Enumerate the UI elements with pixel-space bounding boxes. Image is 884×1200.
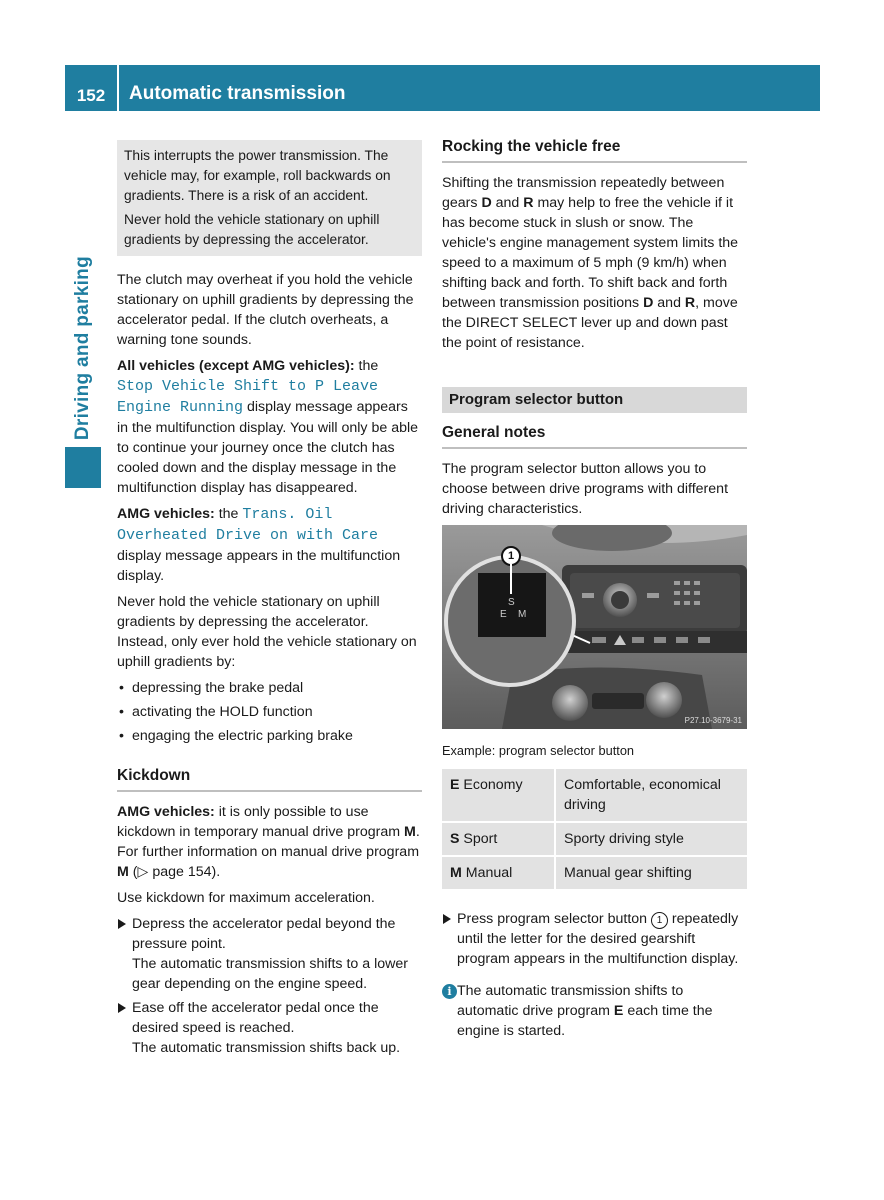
all-vehicles-label: All vehicles (except AMG vehicles):	[117, 358, 355, 374]
program-cell	[442, 769, 555, 822]
step-2-result: The automatic transmission shifts back up.	[132, 1040, 401, 1056]
program-steps	[442, 909, 747, 969]
kickdown-heading: Kickdown	[117, 766, 422, 792]
step-arrow-icon	[118, 1003, 126, 1013]
photo-reference-code: P27.10-3679-31	[684, 716, 742, 725]
warning-box	[117, 140, 422, 256]
photo-illustration	[442, 525, 747, 729]
list-item: • engaging the electric parking brake	[117, 726, 422, 746]
amg-rest: display message appears in the multifunction display.	[117, 548, 401, 584]
kickdown-text-2: . For further information on manual drive program	[117, 824, 420, 860]
left-column	[117, 140, 422, 1062]
kickdown-text-1: it is only possible to use kickdown in temporary manual drive program	[117, 804, 405, 840]
kickdown-use-text: Use kickdown for maximum acceleration.	[117, 890, 375, 906]
amg-label: AMG vehicles:	[117, 506, 215, 522]
rock-text-1: Shifting the transmission repeatedly between gears	[442, 175, 725, 211]
never-hold-text: Never hold the vehicle stationary on uphill gradients by depressing the accelerator. Instead, only ever hold the vehicle stationary on uphill gradients by:	[117, 594, 417, 670]
info-icon: i	[442, 984, 457, 999]
program-name: Economy	[459, 777, 523, 793]
table-row	[442, 822, 747, 856]
program-selector-heading: Program selector button	[442, 387, 747, 413]
header-divider	[117, 65, 119, 111]
all-vehicles-rest: display message appears in the multifunction display. You will only be able to continue your journey once the clutch has cooled down and the display message in the multifunction display has disappeared.	[117, 399, 419, 496]
kickdown-amg-paragraph	[117, 802, 422, 882]
program-name: Manual	[461, 865, 513, 881]
rocking-paragraph	[442, 173, 747, 353]
general-notes-text: The program selector button allows you to choose between drive programs with different driving characteristics.	[442, 461, 729, 517]
photo-caption: Example: program selector button	[442, 743, 635, 758]
gear-r-2: R	[684, 295, 696, 311]
kickdown-steps	[117, 914, 422, 1058]
program-cell	[442, 856, 555, 890]
program-m-2: M	[117, 864, 129, 880]
amg-paragraph	[117, 504, 422, 586]
warning-text-2: Never hold the vehicle stationary on uphill gradients by depressing the accelerator.	[124, 212, 380, 247]
info-text-1: The automatic transmission shifts to automatic drive program	[457, 983, 684, 1019]
section-label-text: Driving and parking	[72, 255, 93, 440]
gear-d-2: D	[643, 295, 654, 311]
program-letter: E	[450, 777, 460, 793]
gear-r: R	[523, 195, 534, 211]
step-item	[117, 998, 422, 1058]
table-row	[442, 856, 747, 890]
step-arrow-icon	[118, 919, 126, 929]
section-side-label	[65, 140, 101, 440]
stop-vehicle-message: Stop Vehicle Shift to P Leave Engine Running	[117, 378, 379, 416]
section-tab-marker	[65, 447, 101, 488]
right-column	[442, 137, 747, 1041]
table-row	[442, 769, 747, 822]
program-letter-m: M	[518, 609, 527, 620]
program-description: Comfortable, economical driving	[555, 769, 747, 822]
info-text-2: each time the engine is started.	[457, 1003, 713, 1039]
rock-text-3: , move the DIRECT SELECT lever up and down past the point of resistance.	[442, 295, 738, 351]
step-1-action: Depress the accelerator pedal beyond the pressure point.	[132, 916, 396, 952]
list-item: • depressing the brake pedal	[117, 678, 422, 698]
list-item: • activating the HOLD function	[117, 702, 422, 722]
general-notes-heading: General notes	[442, 423, 747, 449]
callout-line	[510, 564, 512, 594]
rock-text-2: may help to free the vehicle if it has become stuck in slush or snow. The vehicle's engine management system limits the speed to a maximum of 5 mph (9 km/h) when shifting back and forth. To shift back and forth between transmission positions	[442, 195, 739, 311]
program-name: Sport	[459, 831, 498, 847]
program-cell	[442, 822, 555, 856]
amg-the: the	[214, 506, 243, 522]
step-2-action: Ease off the accelerator pedal once the desired speed is reached.	[132, 1000, 379, 1036]
program-letter-s: S	[508, 597, 515, 608]
holding-methods-list	[117, 678, 422, 746]
rock-and: and	[491, 195, 524, 211]
info-note	[442, 981, 747, 1041]
warning-text-1: This interrupts the power transmission. The vehicle may, for example, roll backwards on gradients. There is a risk of an accident.	[124, 148, 391, 203]
program-letter: S	[450, 831, 460, 847]
callout-1: 1	[501, 546, 521, 566]
program-e: E	[613, 1003, 624, 1019]
step-arrow-icon	[443, 914, 451, 924]
drive-program-table	[442, 769, 747, 891]
kickdown-amg-label: AMG vehicles:	[117, 804, 215, 820]
rocking-heading: Rocking the vehicle free	[442, 137, 747, 163]
press-text-1: Press program selector button	[457, 911, 651, 927]
all-vehicles-paragraph	[117, 356, 422, 498]
program-m: M	[404, 824, 416, 840]
trans-oil-message: Trans. Oil Overheated Drive on with Care	[117, 506, 379, 544]
callout-1-icon: 1	[651, 912, 668, 929]
gear-d: D	[481, 195, 492, 211]
step-1-result: The automatic transmission shifts to a lower gear depending on the engine speed.	[132, 956, 408, 992]
press-text-2: repeatedly until the letter for the desired gearshift program appears in the multifunction display.	[457, 911, 739, 967]
clutch-overheat-text: The clutch may overheat if you hold the vehicle stationary on uphill gradients by depressing the accelerator pedal. If the clutch overheats, a warning tone sounds.	[117, 272, 414, 348]
page-title: Automatic transmission	[129, 83, 346, 104]
program-letter: M	[450, 865, 462, 881]
step-item	[442, 909, 747, 969]
rock-and-2: and	[653, 295, 685, 311]
program-selector-photo	[442, 525, 747, 729]
step-item	[117, 914, 422, 994]
program-letter-e: E	[500, 609, 507, 620]
program-description: Sporty driving style	[555, 822, 747, 856]
page-number: 152	[76, 86, 106, 105]
program-description: Manual gear shifting	[555, 856, 747, 890]
all-vehicles-the: the	[354, 358, 379, 374]
page-reference: (▷ page 154).	[128, 864, 221, 880]
